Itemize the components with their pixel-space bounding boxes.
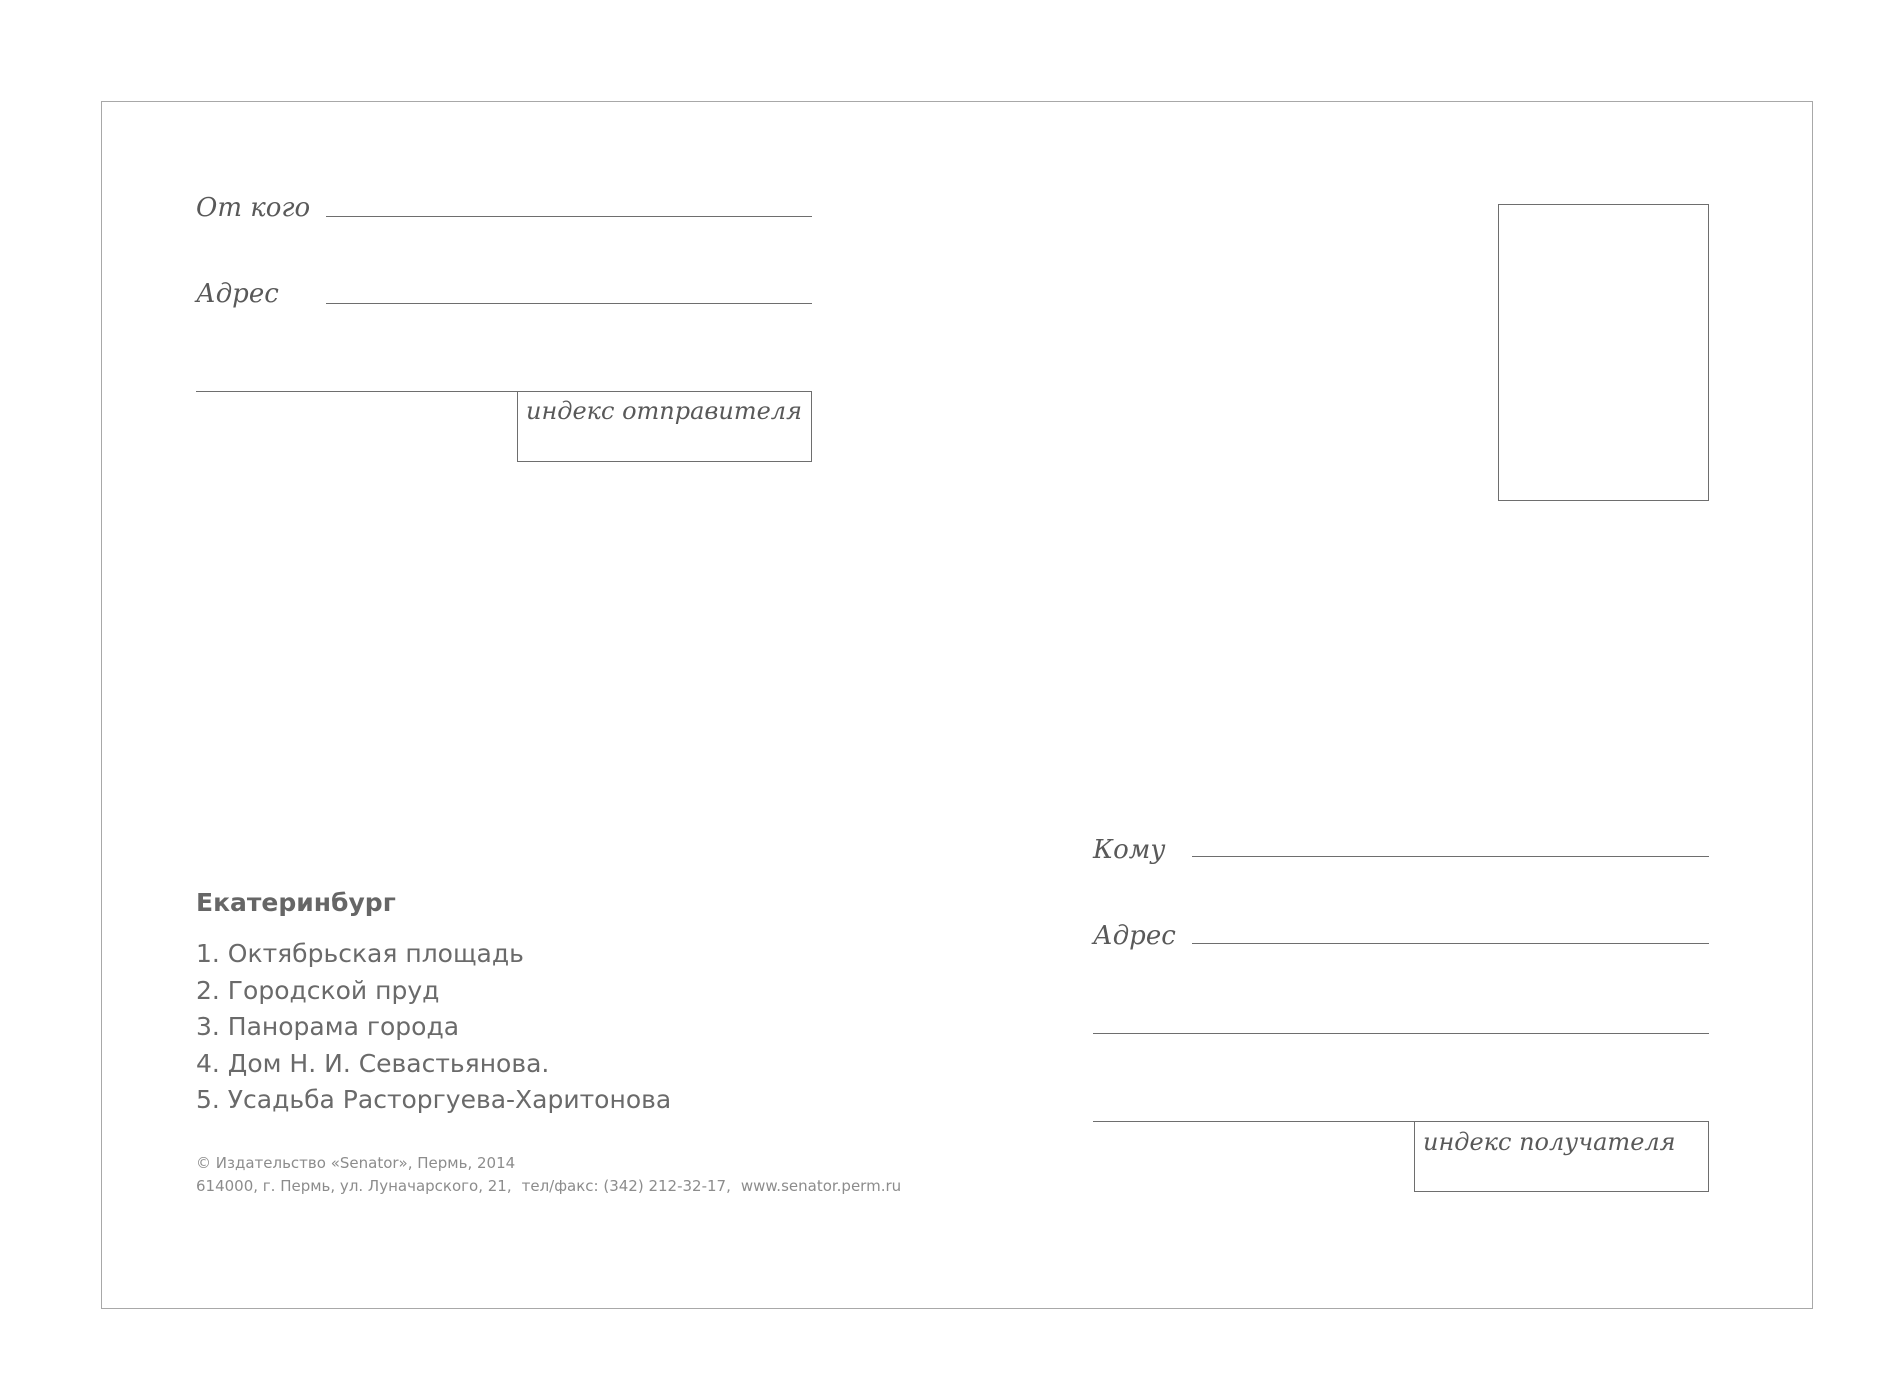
publisher-phone: тел/факс: (342) 212-32-17, <box>521 1177 731 1195</box>
sender-from-label: От кого <box>196 193 311 223</box>
sender-from-line[interactable] <box>326 216 812 217</box>
stamp-box <box>1498 204 1709 501</box>
sender-index-label: индекс отправителя <box>526 397 802 425</box>
city-title: Екатеринбург <box>196 888 396 917</box>
recipient-index-label: индекс получателя <box>1423 1128 1676 1156</box>
list-item: 1. Октябрьская площадь <box>196 939 524 968</box>
list-item: 2. Городской пруд <box>196 975 440 1005</box>
recipient-to-label: Кому <box>1093 835 1166 865</box>
recipient-address-line[interactable] <box>1192 943 1709 944</box>
places-list <box>196 936 671 1119</box>
recipient-address-line-3[interactable] <box>1093 1121 1415 1122</box>
list-item: 4. Дом Н. И. Севастьянова. <box>196 1048 550 1078</box>
sender-address-label: Адрес <box>196 279 279 309</box>
sender-address-line-2[interactable] <box>196 391 518 392</box>
publisher-address: 614000, г. Пермь, ул. Луначарского, 21, <box>196 1177 512 1195</box>
publisher-website: www.senator.perm.ru <box>740 1177 902 1195</box>
recipient-address-line-2[interactable] <box>1093 1033 1709 1034</box>
sender-address-line[interactable] <box>326 303 812 304</box>
publisher-credits <box>196 1152 901 1198</box>
recipient-address-label: Адрес <box>1093 921 1176 951</box>
list-item: 3. Панорама города <box>196 1012 460 1041</box>
recipient-to-line[interactable] <box>1192 856 1709 857</box>
contact-line <box>196 1175 901 1198</box>
publisher-line: © Издательство «Senator», Пермь, 2014 <box>196 1154 516 1172</box>
list-item: 5. Усадьба Расторгуева-Харитонова <box>196 1085 672 1114</box>
